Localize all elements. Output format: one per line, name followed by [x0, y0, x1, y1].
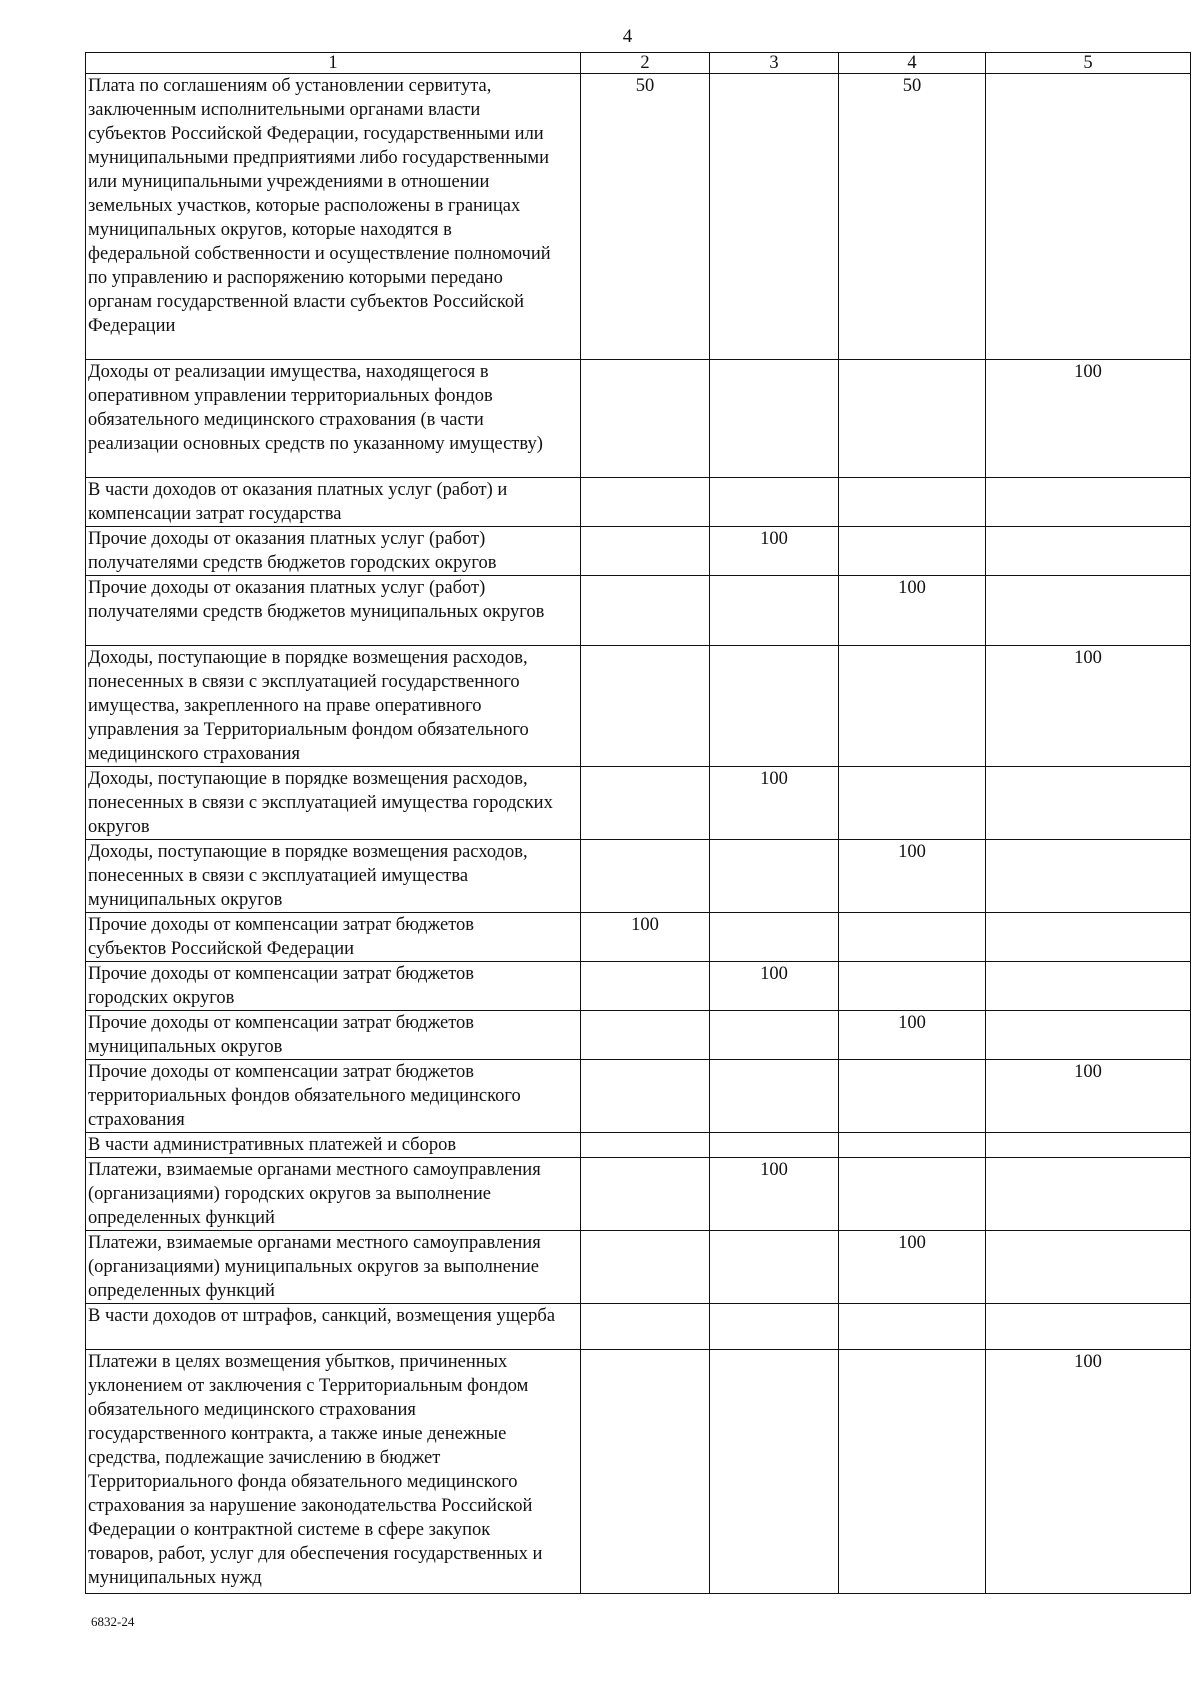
table-row [86, 646, 1191, 767]
row-value-col-3 [710, 913, 839, 962]
row-value-col-4: 100 [839, 1231, 986, 1304]
table-row [86, 576, 1191, 646]
row-value-col-2 [581, 840, 710, 913]
row-value-col-2 [581, 1350, 710, 1594]
row-value-col-3 [710, 1231, 839, 1304]
row-description: Прочие доходы от компенсации затрат бюджетов городских округов [86, 962, 581, 1011]
table-row [86, 1350, 1191, 1594]
row-description: Прочие доходы от компенсации затрат бюджетов территориальных фондов обязательного медицинского страхования [86, 1060, 581, 1133]
row-description: В части доходов от оказания платных услуг (работ) и компенсации затрат государства [86, 478, 581, 527]
row-value-col-4 [839, 527, 986, 576]
row-value-col-4: 50 [839, 74, 986, 360]
table-row [86, 1011, 1191, 1060]
row-value-col-3: 100 [710, 1158, 839, 1231]
header-col-3: 3 [710, 53, 839, 74]
row-description: Доходы от реализации имущества, находящегося в оперативном управлении территориальных фондов обязательного медицинского страхования (в части реализации основных средств по указанному имуществу) [86, 360, 581, 478]
row-description: Прочие доходы от компенсации затрат бюджетов субъектов Российской Федерации [86, 913, 581, 962]
row-value-col-5 [986, 1231, 1191, 1304]
row-value-col-3 [710, 478, 839, 527]
table-row [86, 1158, 1191, 1231]
row-value-col-4 [839, 1350, 986, 1594]
page-number: 4 [622, 26, 633, 47]
row-value-col-4 [839, 646, 986, 767]
row-description: Прочие доходы от оказания платных услуг (работ) получателями средств бюджетов муниципальных округов [86, 576, 581, 646]
row-value-col-4 [839, 913, 986, 962]
row-value-col-3: 100 [710, 767, 839, 840]
row-description: Доходы, поступающие в порядке возмещения расходов, понесенных в связи с эксплуатацией имущества городских округов [86, 767, 581, 840]
header-col-5: 5 [986, 53, 1191, 74]
row-value-col-3 [710, 1304, 839, 1350]
row-value-col-5 [986, 478, 1191, 527]
table-row [86, 767, 1191, 840]
header-row [86, 53, 1191, 74]
row-value-col-3: 100 [710, 962, 839, 1011]
table-row [86, 478, 1191, 527]
row-description: Доходы, поступающие в порядке возмещения расходов, понесенных в связи с эксплуатацией имущества муниципальных округов [86, 840, 581, 913]
row-description: Прочие доходы от компенсации затрат бюджетов муниципальных округов [86, 1011, 581, 1060]
table-row [86, 1304, 1191, 1350]
row-value-col-3 [710, 1011, 839, 1060]
row-value-col-5 [986, 74, 1191, 360]
row-description: Платежи, взимаемые органами местного самоуправления (организациями) муниципальных округов за выполнение определенных функций [86, 1231, 581, 1304]
row-value-col-5: 100 [986, 1350, 1191, 1594]
row-value-col-5 [986, 962, 1191, 1011]
row-value-col-4 [839, 1133, 986, 1158]
header-col-1: 1 [86, 53, 581, 74]
row-value-col-2 [581, 527, 710, 576]
table-body [86, 74, 1191, 1594]
row-value-col-2 [581, 1011, 710, 1060]
row-value-col-2 [581, 1158, 710, 1231]
document-code: 6832-24 [91, 1614, 135, 1629]
header-col-2: 2 [581, 53, 710, 74]
row-value-col-3 [710, 840, 839, 913]
row-value-col-2 [581, 478, 710, 527]
header-col-4: 4 [839, 53, 986, 74]
row-value-col-2: 100 [581, 913, 710, 962]
row-value-col-4: 100 [839, 840, 986, 913]
row-description: Платежи, взимаемые органами местного самоуправления (организациями) городских округов за выполнение определенных функций [86, 1158, 581, 1231]
row-value-col-2 [581, 646, 710, 767]
row-value-col-5 [986, 1158, 1191, 1231]
row-value-col-5: 100 [986, 646, 1191, 767]
row-value-col-4: 100 [839, 1011, 986, 1060]
row-value-col-2: 50 [581, 74, 710, 360]
table-row [86, 74, 1191, 360]
row-value-col-5 [986, 527, 1191, 576]
row-value-col-2 [581, 1231, 710, 1304]
table-row [86, 840, 1191, 913]
row-value-col-2 [581, 962, 710, 1011]
row-value-col-5 [986, 767, 1191, 840]
row-value-col-3 [710, 360, 839, 478]
row-value-col-4 [839, 360, 986, 478]
revenue-distribution-table [85, 52, 1191, 1594]
row-value-col-2 [581, 767, 710, 840]
row-value-col-4 [839, 478, 986, 527]
row-value-col-4 [839, 1060, 986, 1133]
row-value-col-3 [710, 74, 839, 360]
row-value-col-5 [986, 913, 1191, 962]
table-row [86, 527, 1191, 576]
row-value-col-5: 100 [986, 360, 1191, 478]
row-description: Плата по соглашениям об установлении сервитута, заключенным исполнительными органами власти субъектов Российской Федерации, государственными или муниципальными предприятиями либо государственными или муниципальными учреждениями в отношении земельных участков, которые расположены в границах муниципальных округов, которые находятся в федеральной собственности и осуществление полномочий по управлению и распоряжению которыми передано органам государственной власти субъектов Российской Федерации [86, 74, 581, 360]
table-row [86, 360, 1191, 478]
row-value-col-4 [839, 1304, 986, 1350]
row-value-col-2 [581, 1304, 710, 1350]
table-row [86, 1231, 1191, 1304]
row-value-col-2 [581, 1060, 710, 1133]
row-value-col-3 [710, 646, 839, 767]
row-value-col-3 [710, 1060, 839, 1133]
row-description: В части административных платежей и сборов [86, 1133, 581, 1158]
row-value-col-3: 100 [710, 527, 839, 576]
row-value-col-5 [986, 1011, 1191, 1060]
row-description: Прочие доходы от оказания платных услуг (работ) получателями средств бюджетов городских округов [86, 527, 581, 576]
row-value-col-4 [839, 1158, 986, 1231]
row-value-col-3 [710, 1133, 839, 1158]
row-description: Доходы, поступающие в порядке возмещения расходов, понесенных в связи с эксплуатацией государственного имущества, закрепленного на праве оперативного управления за Территориальным фондом обязательного медицинского страхования [86, 646, 581, 767]
table-row [86, 913, 1191, 962]
table-row [86, 1060, 1191, 1133]
row-value-col-4: 100 [839, 576, 986, 646]
row-value-col-5: 100 [986, 1060, 1191, 1133]
row-value-col-2 [581, 576, 710, 646]
table-row [86, 1133, 1191, 1158]
row-value-col-2 [581, 360, 710, 478]
row-value-col-5 [986, 576, 1191, 646]
row-description: В части доходов от штрафов, санкций, возмещения ущерба [86, 1304, 581, 1350]
row-value-col-5 [986, 1304, 1191, 1350]
row-value-col-4 [839, 962, 986, 1011]
row-value-col-5 [986, 840, 1191, 913]
row-value-col-3 [710, 576, 839, 646]
row-value-col-2 [581, 1133, 710, 1158]
table-row [86, 962, 1191, 1011]
row-value-col-4 [839, 767, 986, 840]
row-description: Платежи в целях возмещения убытков, причиненных уклонением от заключения с Территориальным фондом обязательного медицинского страхования государственного контракта, а также иные денежные средства, подлежащие зачислению в бюджет Территориального фонда обязательного медицинского страхования за нарушение законодательства Российской Федерации о контрактной системе в сфере закупок товаров, работ, услуг для обеспечения государственных и муниципальных нужд [86, 1350, 581, 1594]
row-value-col-3 [710, 1350, 839, 1594]
row-value-col-5 [986, 1133, 1191, 1158]
